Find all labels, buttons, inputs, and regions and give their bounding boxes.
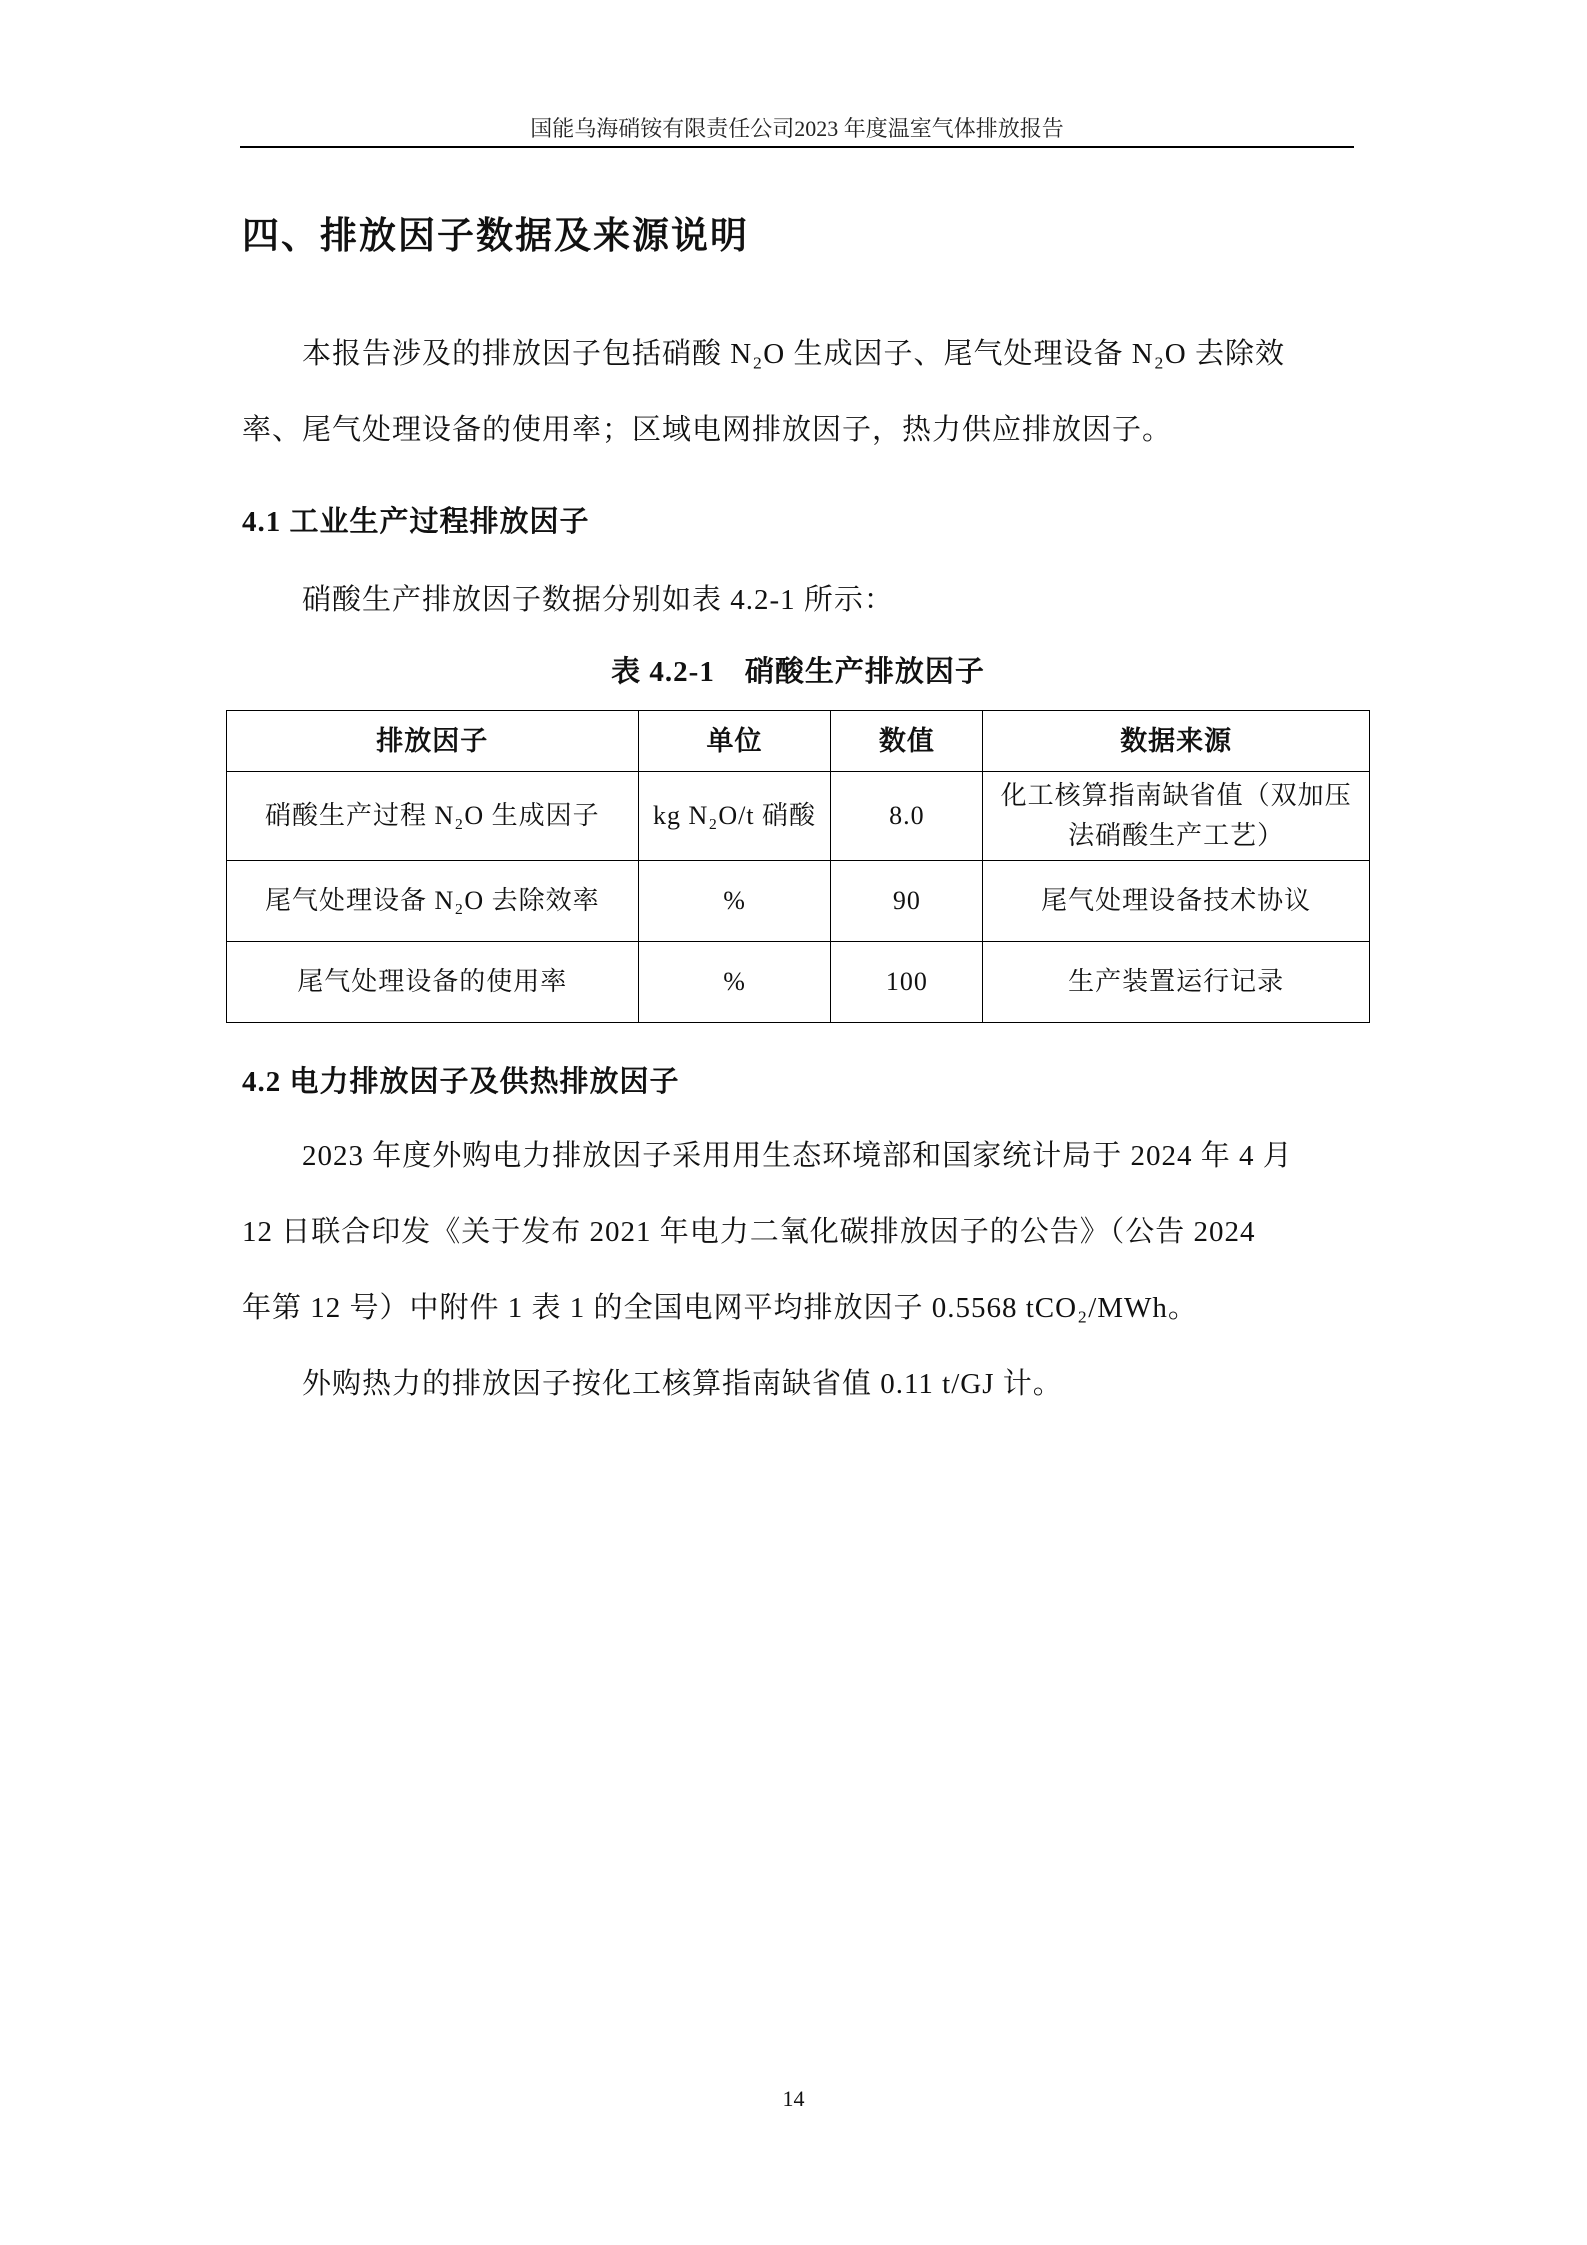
electricity-paragraph [242, 1118, 1354, 1346]
heat-line: 外购热力的排放因子按化工核算指南缺省值 0.11 t/GJ 计。 [302, 1368, 1063, 1400]
cell-source [983, 772, 1370, 861]
intro-line-2: 率、尾气处理设备的使用率；区域电网排放因子，热力供应排放因子。 [242, 414, 1173, 446]
cell-factor: 尾气处理设备的使用率 [227, 942, 639, 1023]
table-row [227, 772, 1370, 861]
cell-value: 8.0 [831, 772, 983, 861]
page-header: 国能乌海硝铵有限责任公司2023 年度温室气体排放报告 [530, 116, 1064, 141]
table-caption: 表 4.2-1 硝酸生产排放因子 [611, 656, 985, 688]
cell-unit: kg N₂O/t 硝酸 [638, 772, 831, 861]
cell-source: 尾气处理设备技术协议 [983, 861, 1370, 942]
cell-source: 生产装置运行记录 [983, 942, 1370, 1023]
intro-paragraph [242, 316, 1354, 468]
cell-source-line-1: 化工核算指南缺省值（双加压 [1000, 781, 1352, 810]
header-value: 数值 [831, 711, 983, 772]
header-source: 数据来源 [983, 711, 1370, 772]
subsection-1-heading: 4.1 工业生产过程排放因子 [242, 506, 590, 538]
emission-factor-table [226, 710, 1370, 1023]
cell-value: 90 [831, 861, 983, 942]
cell-unit: % [638, 942, 831, 1023]
cell-source-line-2: 法硝酸生产工艺） [1068, 821, 1285, 850]
heat-paragraph [242, 1346, 1354, 1422]
cell-factor: 硝酸生产过程 N₂O 生成因子 [227, 772, 639, 861]
page-number: 14 [782, 2086, 805, 2111]
header-unit: 单位 [638, 711, 831, 772]
cell-factor: 尾气处理设备 N₂O 去除效率 [227, 861, 639, 942]
header-rule [240, 146, 1354, 148]
electricity-line-3: 年第 12 号）中附件 1 表 1 的全国电网平均排放因子 0.5568 tCO₂/MWh。 [242, 1292, 1198, 1324]
subsection-1-text [242, 562, 1354, 638]
table-row [227, 942, 1370, 1023]
subsection-2-heading: 4.2 电力排放因子及供热排放因子 [242, 1066, 680, 1098]
intro-line-1: 本报告涉及的排放因子包括硝酸 N₂O 生成因子、尾气处理设备 N₂O 去除效 [302, 338, 1285, 370]
table-header-row [227, 711, 1370, 772]
electricity-line-1: 2023 年度外购电力排放因子采用用生态环境部和国家统计局于 2024 年 4 月 [302, 1140, 1293, 1172]
electricity-line-2: 12 日联合印发《关于发布 2021 年电力二氧化碳排放因子的公告》（公告 2024 [242, 1216, 1256, 1248]
table-row [227, 861, 1370, 942]
subsection-1-line: 硝酸生产排放因子数据分别如表 4.2-1 所示： [302, 584, 894, 616]
cell-unit: % [638, 861, 831, 942]
cell-value: 100 [831, 942, 983, 1023]
section-title: 四、排放因子数据及来源说明 [242, 214, 749, 257]
header-factor: 排放因子 [227, 711, 639, 772]
